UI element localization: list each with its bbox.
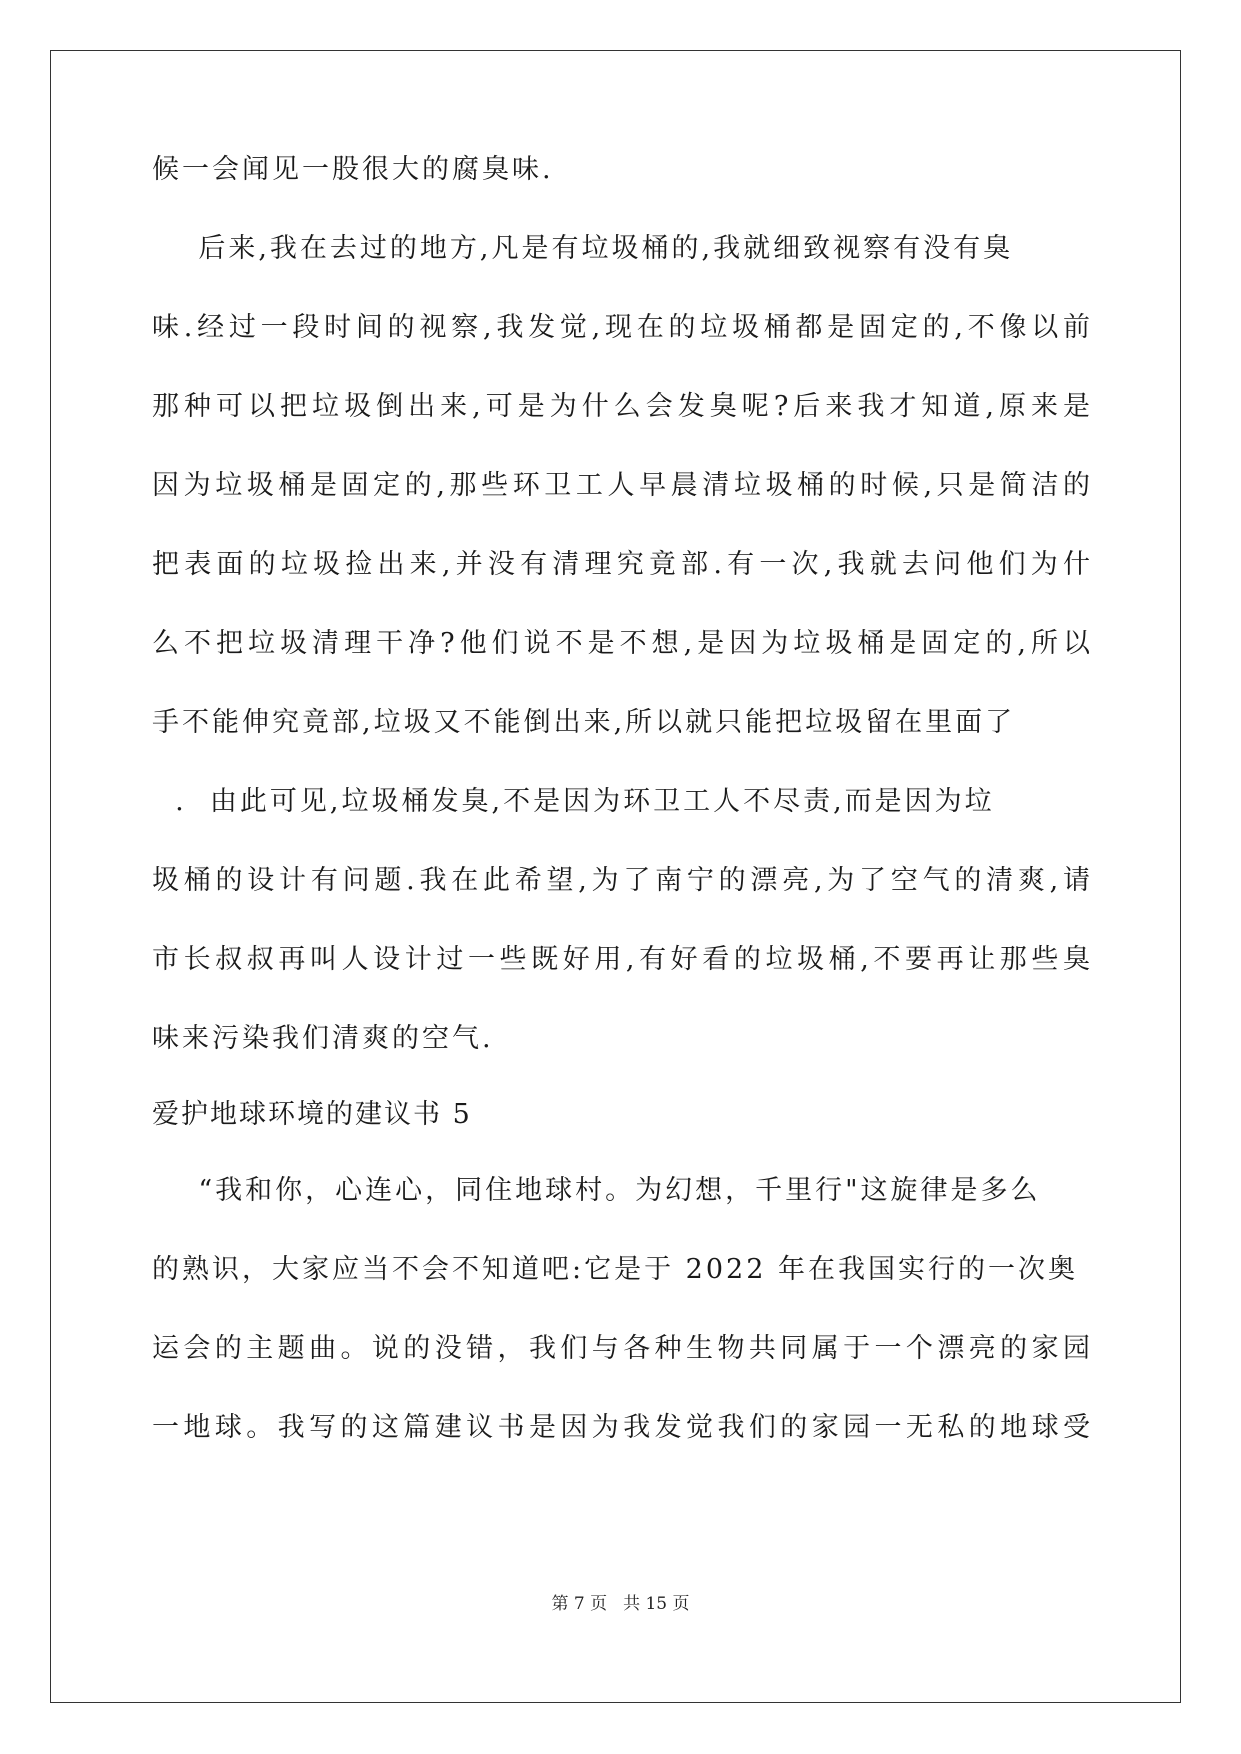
text-line-10: 圾桶的设计有问题.我在此希望,为了南宁的漂亮,为了空气的清爽,请 [152,865,1090,896]
text-line-5: 因为垃圾桶是固定的,那些环卫工人早晨清垃圾桶的时候,只是简洁的 [152,470,1090,501]
page-total: 共 15 页 [623,1594,690,1614]
page-number: 第 7 页 [551,1594,608,1614]
text-line-14: “我和你，心连心，同住地球村。为幻想，千里行"这旋律是多么 [152,1175,1041,1206]
text-line-4: 那种可以把垃圾倒出来,可是为什么会发臭呢?后来我才知道,原来是 [152,391,1090,422]
text-line-15: 的熟识，大家应当不会不知道吧:它是于 2022 年在我国实行的一次奥 [152,1254,1078,1285]
text-line-2: 后来,我在去过的地方,凡是有垃圾桶的,我就细致视察有没有臭 [152,233,1014,264]
text-line-12: 味来污染我们清爽的空气. [152,1023,494,1054]
text-line-11: 市长叔叔再叫人设计过一些既好用,有好看的垃圾桶,不要再让那些臭 [152,944,1090,975]
text-line-7: 么不把垃圾清理干净?他们说不是不想,是因为垃圾桶是固定的,所以 [152,628,1090,659]
page-footer [0,1593,1241,1615]
text-line-3: 味.经过一段时间的视察,我发觉,现在的垃圾桶都是固定的,不像以前 [152,312,1090,343]
text-line-17: 一地球。我写的这篇建议书是因为我发觉我们的家园一无私的地球受 [152,1412,1090,1443]
text-line-9: . 由此可见,垃圾桶发臭,不是因为环卫工人不尽责,而是因为垃 [152,786,995,817]
text-line-8: 手不能伸究竟部,垃圾又不能倒出来,所以就只能把垃圾留在里面了 [152,707,1016,738]
text-line-1: 候一会闻见一股很大的腐臭味. [152,154,554,185]
text-line-16: 运会的主题曲。说的没错，我们与各种生物共同属于一个漂亮的家园 [152,1333,1090,1364]
section-heading: 爱护地球环境的建议书 5 [152,1099,472,1130]
text-line-6: 把表面的垃圾捡出来,并没有清理究竟部.有一次,我就去问他们为什 [152,549,1090,580]
